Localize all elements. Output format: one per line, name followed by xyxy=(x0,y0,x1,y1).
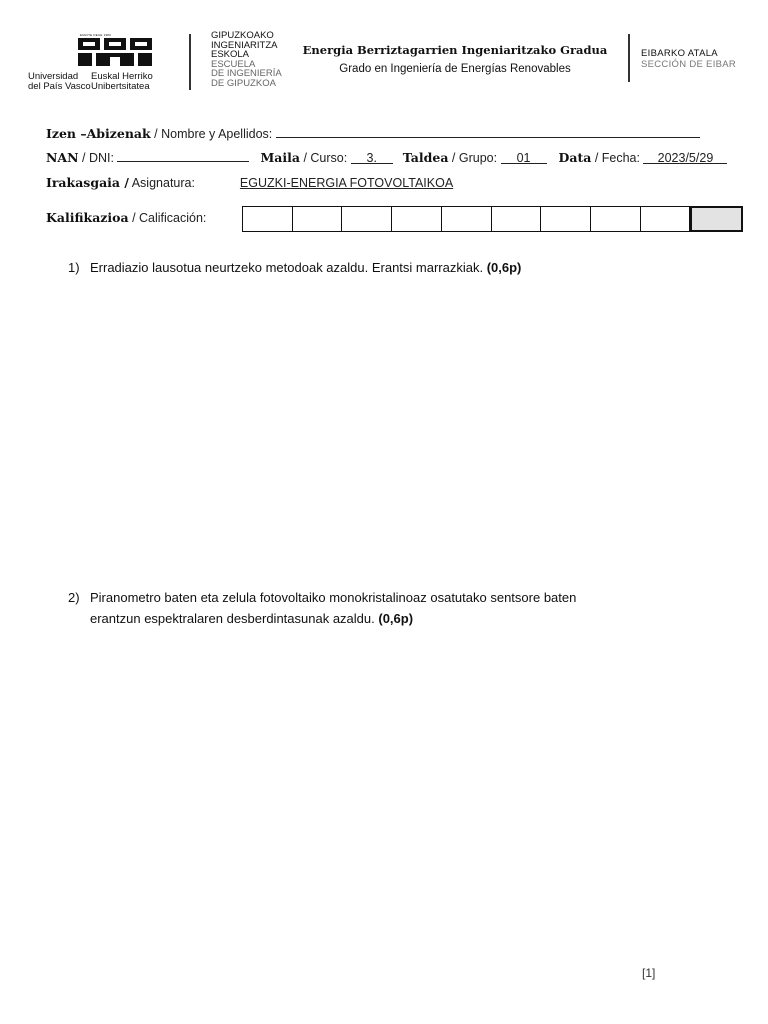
date-label-es: / Fecha: xyxy=(591,151,640,165)
group-field[interactable]: 01 xyxy=(501,151,547,164)
page-number: [1] xyxy=(642,966,656,980)
grade-table xyxy=(242,206,743,232)
upv-name-es-line1: Universidad xyxy=(28,71,79,82)
question-2-points: (0,6p) xyxy=(378,611,414,626)
question-1-points: (0,6p) xyxy=(486,260,522,275)
degree-title xyxy=(290,43,620,75)
school-logo-text xyxy=(211,31,282,88)
dni-label-eu: NAN xyxy=(46,150,79,165)
grade-cell[interactable] xyxy=(541,206,591,232)
date-label-eu: Data xyxy=(558,150,592,165)
grade-cell[interactable] xyxy=(442,206,492,232)
grade-total-cell[interactable] xyxy=(690,206,743,232)
grade-cell[interactable] xyxy=(591,206,641,232)
grade-cell[interactable] xyxy=(492,206,542,232)
course-label-es: / Curso: xyxy=(299,151,348,165)
date-field[interactable]: 2023/5/29 xyxy=(643,151,727,164)
name-row xyxy=(46,125,700,141)
upv-name-eu-line1: Euskal Herriko xyxy=(91,71,153,82)
header-divider xyxy=(189,34,191,90)
upv-ehu-emblem-icon xyxy=(78,33,152,67)
upv-name-es-line2: del País Vasco xyxy=(28,81,91,92)
grade-cell[interactable] xyxy=(242,206,293,232)
grade-label-es: / Calificación: xyxy=(128,211,207,225)
degree-title-eu: Energia Berriztagarrien Ingeniaritzako Gradua xyxy=(302,43,608,57)
grade-cell[interactable] xyxy=(342,206,392,232)
course-field[interactable]: 3. xyxy=(351,151,393,164)
upv-tagline: EMAITE DEUE 1980 xyxy=(80,33,112,37)
question-1-number: 1) xyxy=(68,260,80,275)
subject-row xyxy=(46,175,453,190)
dni-label-es: / DNI: xyxy=(78,151,114,165)
upv-ehu-logo xyxy=(28,33,170,93)
upv-name-es xyxy=(28,72,91,92)
grade-cell[interactable] xyxy=(293,206,343,232)
section-label xyxy=(641,48,736,70)
question-1-text: Erradiazio lausotua neurtzeko metodoak azaldu. Erantsi marrazkiak. xyxy=(90,260,484,275)
name-field[interactable] xyxy=(276,125,700,138)
school-eu-line1: GIPUZKOAKO xyxy=(211,30,274,41)
course-label-eu: Maila xyxy=(260,150,300,165)
question-2-text-line2: erantzun espektralaren desberdintasunak azaldu. xyxy=(90,611,375,626)
upv-name-eu xyxy=(91,72,153,92)
school-es-line3: DE GIPUZKOA xyxy=(211,77,276,89)
subject-label-es: Asignatura: xyxy=(128,176,195,190)
section-label-eu: EIBARKO ATALA xyxy=(641,48,718,59)
school-eu-line2: INGENIARITZA xyxy=(211,39,278,51)
school-es-line2: DE INGENIERÍA xyxy=(211,68,282,79)
school-eu-line3: ESKOLA xyxy=(211,49,250,60)
degree-title-es: Grado en Ingeniería de Energías Renovables xyxy=(339,63,571,75)
grade-row xyxy=(46,210,206,225)
dni-field[interactable] xyxy=(117,149,249,162)
group-label-es: / Grupo: xyxy=(448,151,498,165)
question-2 xyxy=(68,587,576,629)
section-label-es: SECCIÓN DE EIBAR xyxy=(641,59,737,70)
name-label-eu: Izen –Abizenak xyxy=(46,126,151,141)
header-divider-right xyxy=(628,34,630,82)
grade-label-eu: Kalifikazioa xyxy=(46,210,129,225)
name-label-es: / Nombre y Apellidos: xyxy=(150,127,273,141)
grade-cell[interactable] xyxy=(641,206,691,232)
group-label-eu: Taldea xyxy=(402,150,449,165)
subject-label-eu: Irakasgaia / xyxy=(46,175,129,190)
upv-name-eu-line2: Unibertsitatea xyxy=(91,81,150,92)
grade-cell[interactable] xyxy=(392,206,442,232)
subject-value: EGUZKI-ENERGIA FOTOVOLTAIKOA xyxy=(239,176,454,190)
question-2-text-line1: Piranometro baten eta zelula fotovoltaiko monokristalinoaz osatutako sentsore baten xyxy=(90,590,577,605)
id-row xyxy=(46,149,727,165)
question-1 xyxy=(68,257,521,278)
question-2-number: 2) xyxy=(68,590,80,605)
school-es-line1: ESCUELA xyxy=(211,58,256,70)
